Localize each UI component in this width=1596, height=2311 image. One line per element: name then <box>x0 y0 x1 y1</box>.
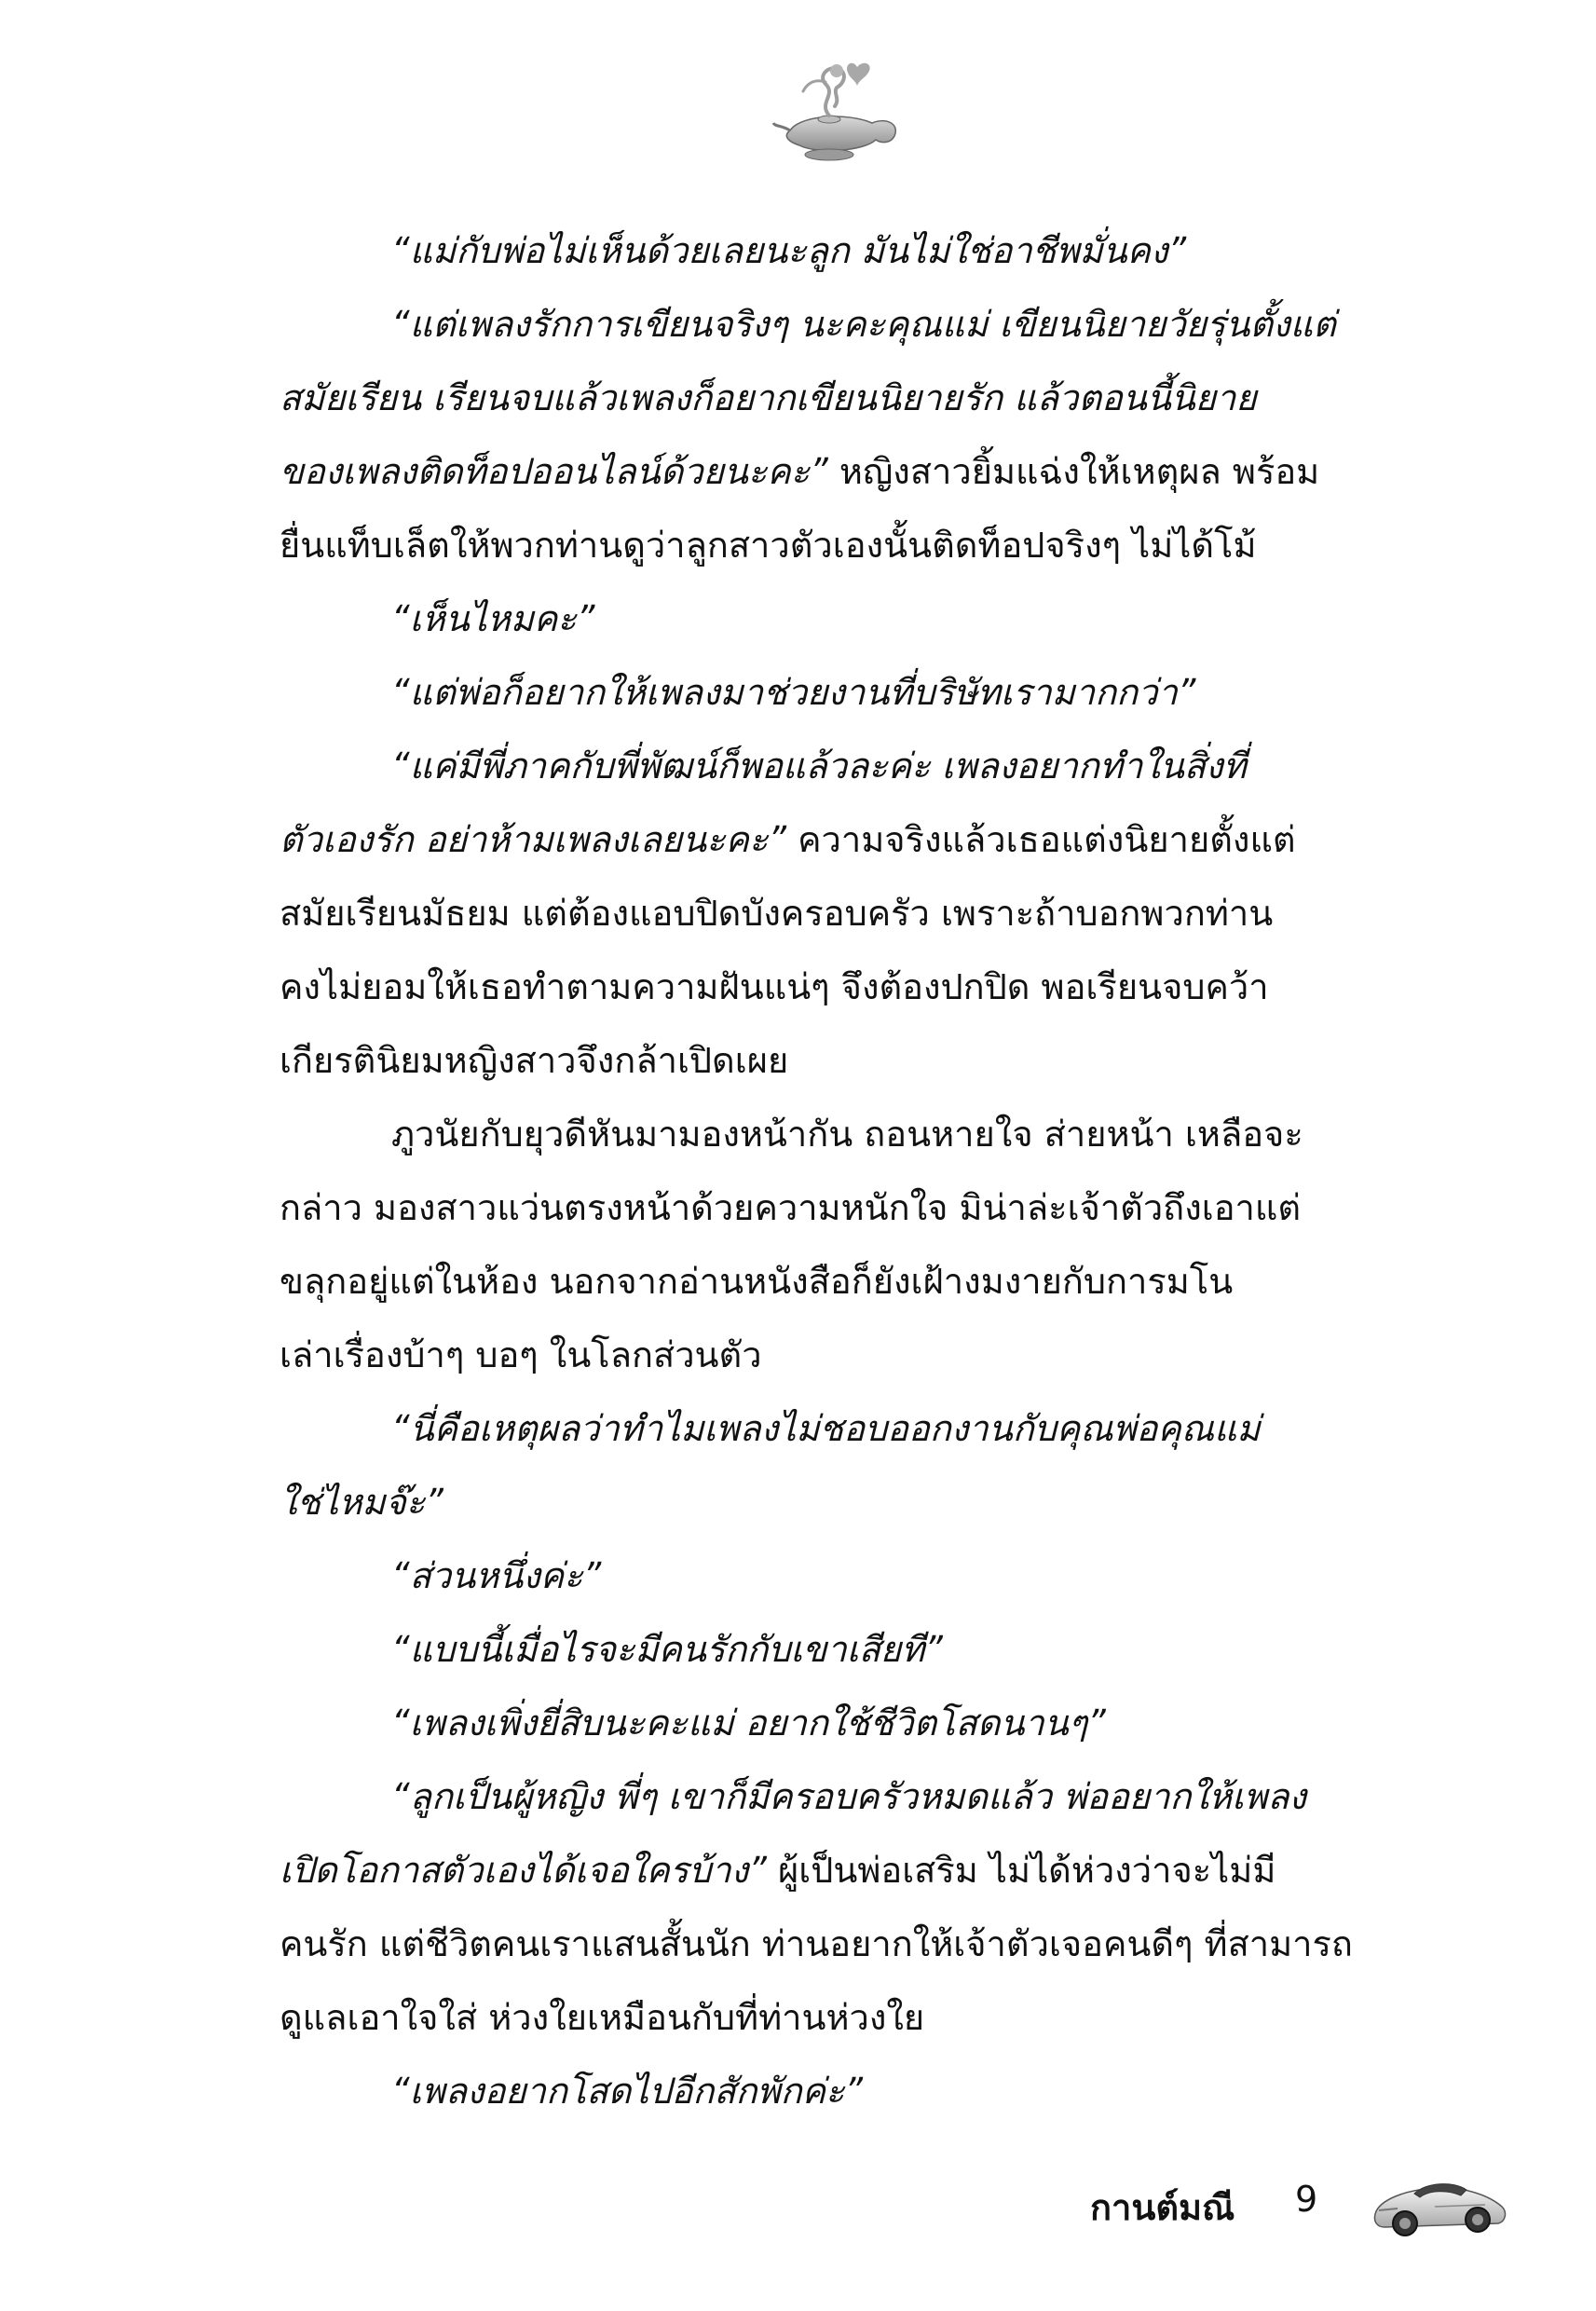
narration-text: ภูวนัยกับยุวดีหันมามองหน้ากัน ถอนหายใจ ส่ายหน้า เหลือจะ <box>391 1114 1303 1155</box>
text-line <box>280 1319 1416 1392</box>
dialogue-text: “แต่พ่อก็อยากให้เพลงมาช่วยงานที่บริษัทเรามากกว่า” <box>391 672 1196 713</box>
dialogue-text: “แต่เพลงรักการเขียนจริงๆ นะคะคุณแม่ เขียนนิยายวัยรุ่นตั้งแต่ <box>391 304 1336 345</box>
dialogue-text: “เพลงเพิ่งยี่สิบนะคะแม่ อยากใช้ชีวิตโสดนานๆ” <box>391 1702 1106 1744</box>
narration-text: กล่าว มองสาวแว่นตรงหน้าด้วยความหนักใจ มิน่าล่ะเจ้าตัวถึงเอาแต่ <box>280 1187 1302 1228</box>
narration-text: ผู้เป็นพ่อเสริม ไม่ได้ห่วงว่าจะไม่มี <box>777 1850 1276 1891</box>
page-number: 9 <box>1295 2179 1318 2220</box>
dialogue-text: “แบบนี้เมื่อไรจะมีคนรักกับเขาเสียที” <box>391 1629 943 1670</box>
narration-text: คงไม่ยอมให้เธอทำตามความฝันแน่ๆ จึงต้องปกปิด พอเรียนจบคว้า <box>280 966 1269 1007</box>
narration-text: ขลุกอยู่แต่ในห้อง นอกจากอ่านหนังสือก็ยังเฝ้างมงายกับการมโน <box>280 1261 1234 1302</box>
narration-text: เล่าเรื่องบ้าๆ บอๆ ในโลกส่วนตัว <box>280 1334 762 1375</box>
dialogue-text: ใช่ไหมจ๊ะ” <box>280 1482 443 1523</box>
dialogue-text: “ลูกเป็นผู้หญิง พี่ๆ เขาก็มีครอบครัวหมดแล้ว พ่ออยากให้เพลง <box>391 1776 1306 1817</box>
dialogue-text: “เห็นไหมคะ” <box>391 598 595 639</box>
text-line <box>280 509 1416 582</box>
text-line <box>280 950 1416 1024</box>
text-line <box>280 582 1416 656</box>
text-line <box>280 1613 1416 1687</box>
dialogue-text: สมัยเรียน เรียนจบแล้วเพลงก็อยากเขียนนิยายรัก แล้วตอนนี้นิยาย <box>280 377 1257 418</box>
text-line <box>280 1834 1416 1908</box>
text-line <box>280 656 1416 730</box>
text-line <box>280 1687 1416 1760</box>
text-line <box>280 435 1416 509</box>
narration-text: ยื่นแท็บเล็ตให้พวกท่านดูว่าลูกสาวตัวเองนั้นติดท็อปจริงๆ ไม่ได้โม้ <box>280 525 1257 566</box>
text-line <box>280 1098 1416 1171</box>
text-line <box>280 1908 1416 1981</box>
dialogue-text: “นี่คือเหตุผลว่าทำไมเพลงไม่ชอบออกงานกับคุณพ่อคุณแม่ <box>391 1408 1261 1449</box>
text-line <box>280 1466 1416 1539</box>
text-line <box>280 1981 1416 2055</box>
dialogue-text: เปิดโอกาสตัวเองได้เจอใครบ้าง” <box>280 1850 778 1891</box>
text-line <box>280 288 1416 362</box>
narration-text: หญิงสาวยิ้มแฉ่งให้เหตุผล พร้อม <box>839 451 1320 492</box>
text-line <box>280 214 1416 288</box>
dialogue-text: ของเพลงติดท็อปออนไลน์ด้วยนะคะ” <box>280 451 839 492</box>
book-title: กานต์มณี <box>1090 2187 1235 2228</box>
text-line <box>280 362 1416 435</box>
dialogue-text: “ส่วนหนึ่งค่ะ” <box>391 1555 602 1596</box>
dialogue-text: ตัวเองรัก อย่าห้ามเพลงเลยนะคะ” <box>280 819 798 860</box>
lamp-with-figure-icon <box>771 58 911 170</box>
text-line <box>280 1392 1416 1466</box>
text-line <box>280 730 1416 803</box>
text-line <box>280 2055 1416 2128</box>
text-line <box>280 877 1416 950</box>
dialogue-text: “เพลงอยากโสดไปอีกสักพักค่ะ” <box>391 2071 864 2112</box>
body-text <box>280 214 1416 2128</box>
text-line <box>280 1760 1416 1834</box>
page-footer <box>1090 2162 1481 2246</box>
narration-text: สมัยเรียนมัธยม แต่ต้องแอบปิดบังครอบครัว เพราะถ้าบอกพวกท่าน <box>280 893 1274 934</box>
dialogue-text: “แม่กับพ่อไม่เห็นด้วยเลยนะลูก มันไม่ใช่อาชีพมั่นคง” <box>391 230 1187 271</box>
narration-text: คนรัก แต่ชีวิตคนเราแสนสั้นนัก ท่านอยากให้เจ้าตัวเจอคนดีๆ ที่สามารถ <box>280 1923 1353 1964</box>
text-line <box>280 1539 1416 1613</box>
narration-text: เกียรตินิยมหญิงสาวจึงกล้าเปิดเผย <box>280 1040 789 1081</box>
text-line <box>280 1171 1416 1245</box>
sports-car-icon <box>1370 2162 1509 2246</box>
text-line <box>280 1245 1416 1319</box>
narration-text: ดูแลเอาใจใส่ ห่วงใยเหมือนกับที่ท่านห่วงใย <box>280 1997 925 2038</box>
dialogue-text: “แค่มีพี่ภาคกับพี่พัฒน์ก็พอแล้วละค่ะ เพลงอยากทำในสิ่งที่ <box>391 745 1247 786</box>
narration-text: ความจริงแล้วเธอแต่งนิยายตั้งแต่ <box>798 819 1296 860</box>
text-line <box>280 1024 1416 1098</box>
text-line <box>280 803 1416 877</box>
